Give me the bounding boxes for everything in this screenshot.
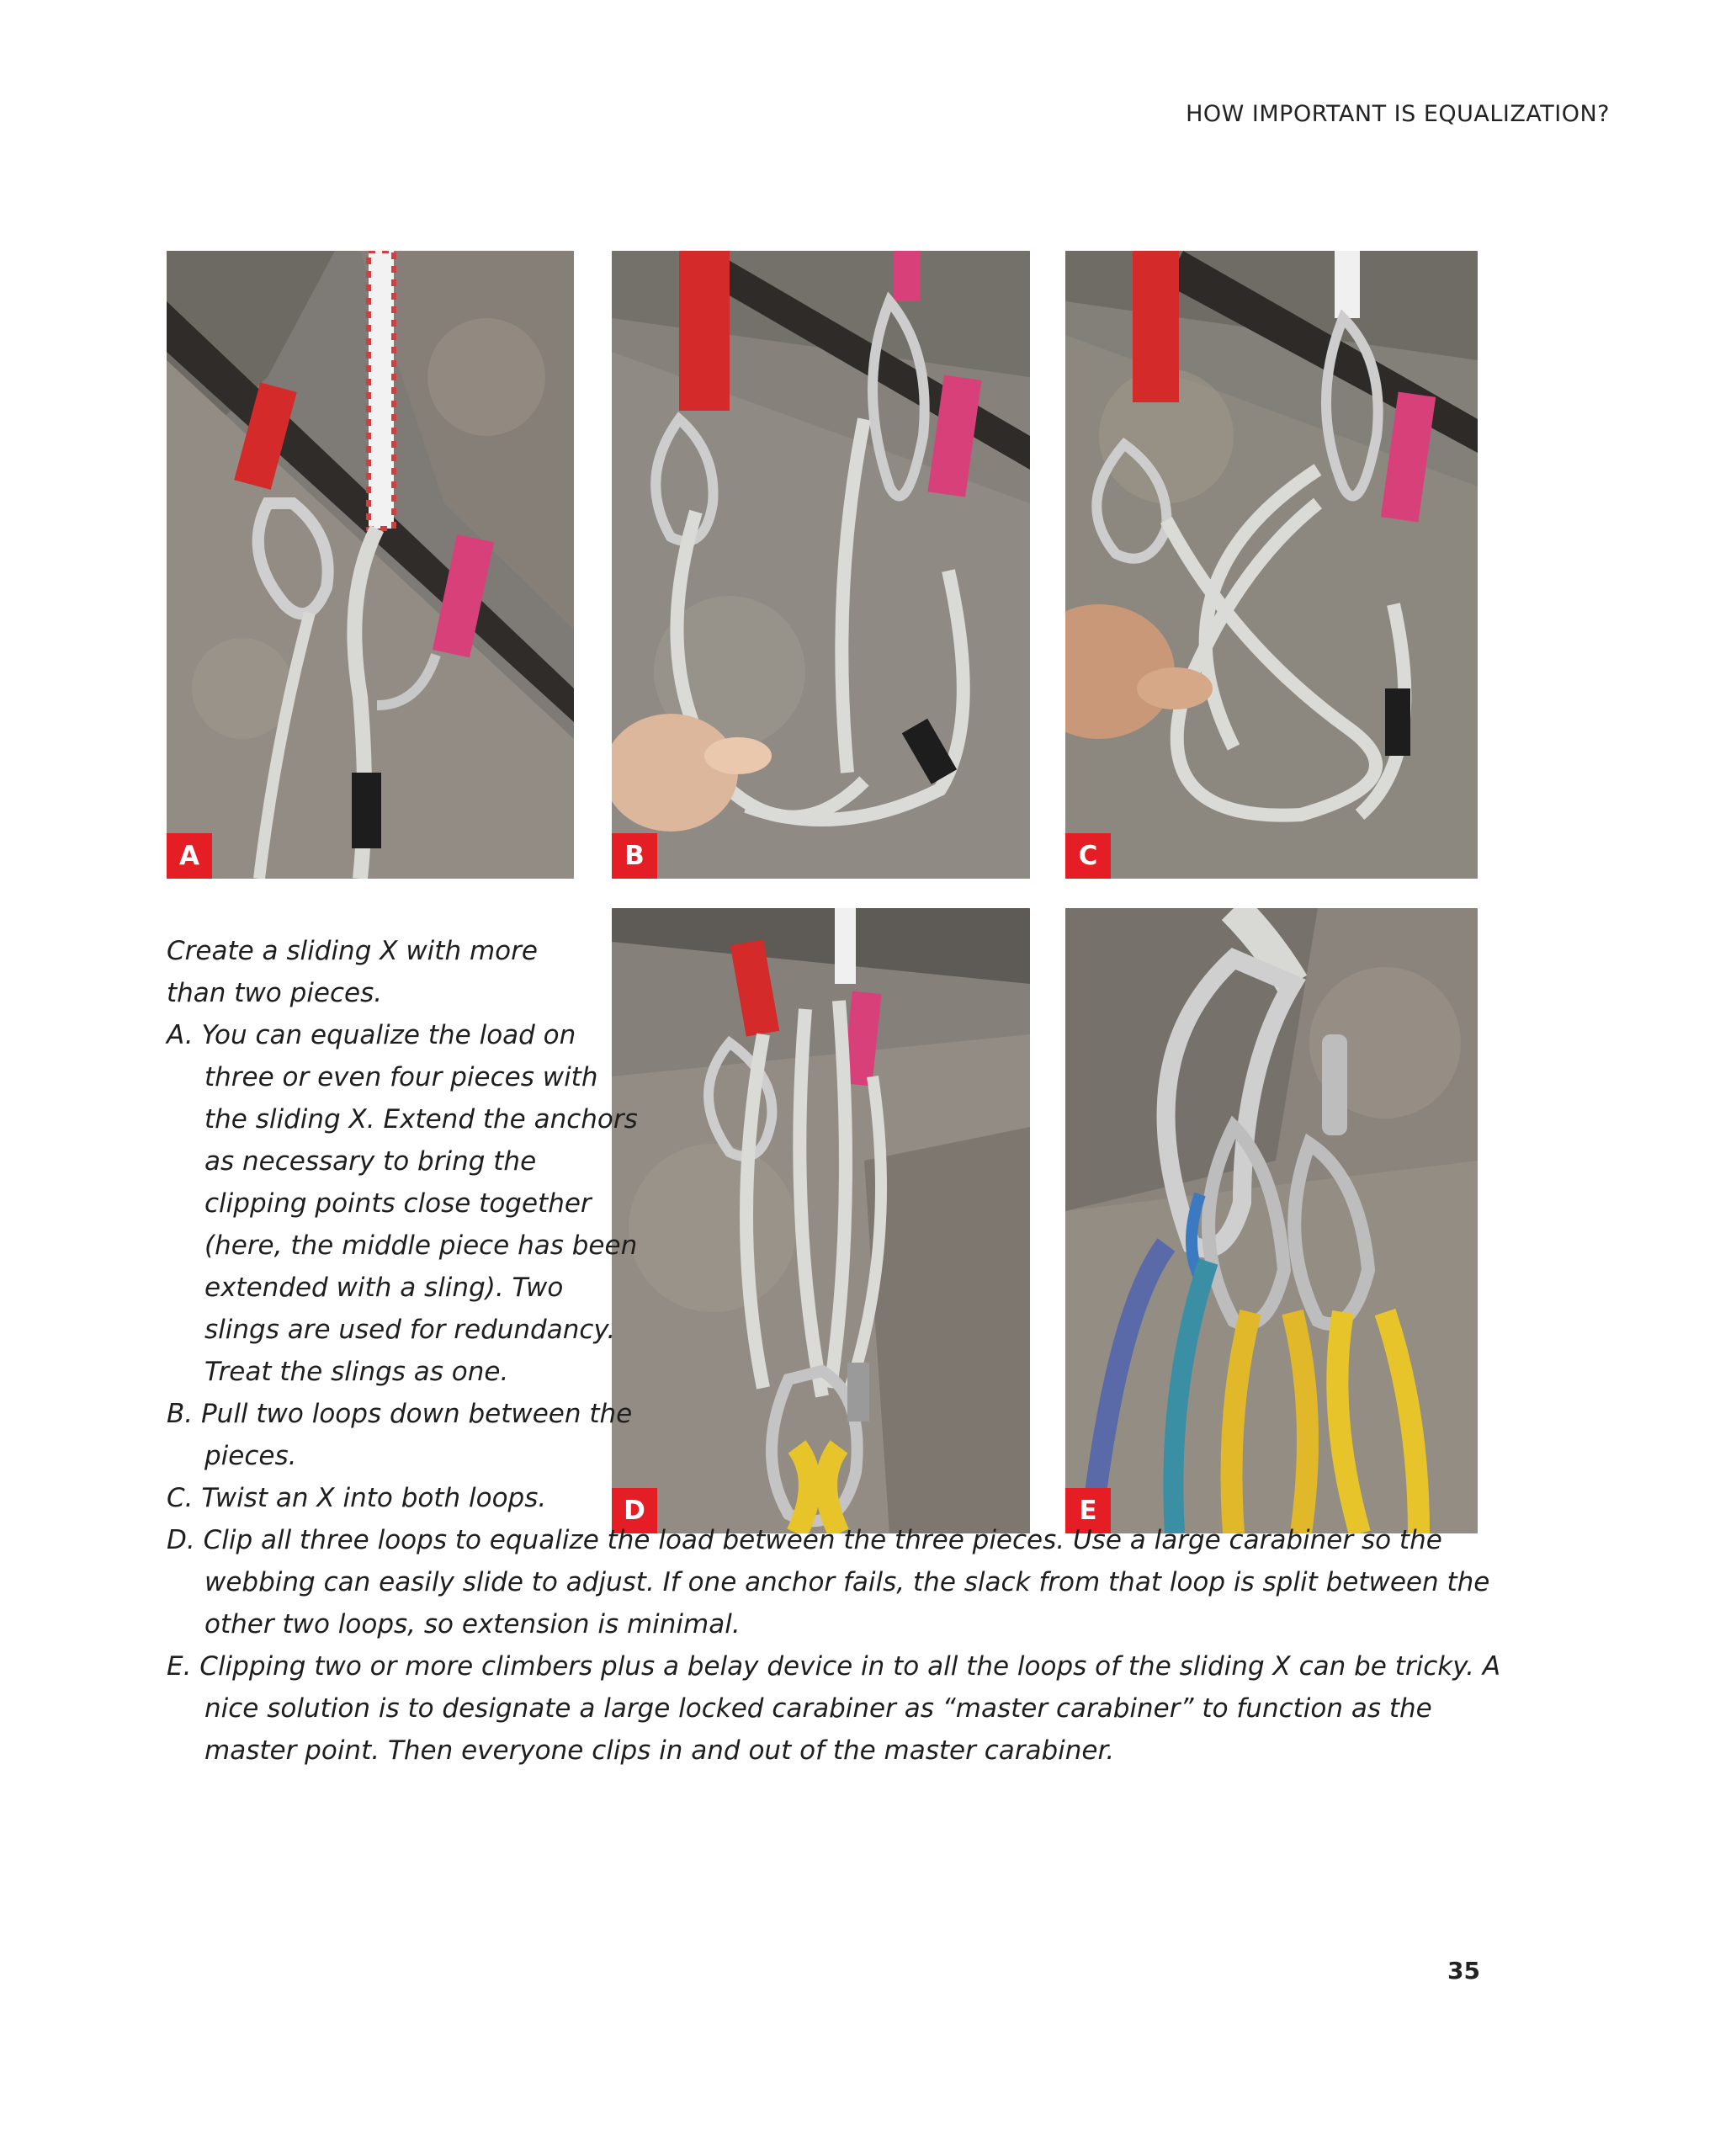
photo-label: C	[1065, 833, 1111, 879]
photo-a	[167, 251, 574, 879]
caption-item-e: E. Clipping two or more climbers plus a belay device in to all the loops of the sliding X can be tricky. A nice solution is to designate a large locked carabiner as “master carabiner” to function as the master point. Then everyone clips in and out of the master carabiner.	[167, 1651, 1501, 1766]
photo-c	[1065, 251, 1478, 879]
photo-c-image	[1065, 251, 1478, 879]
photo-b-image	[612, 251, 1030, 879]
photo-b	[612, 251, 1030, 879]
running-head: HOW IMPORTANT IS EQUALIZATION?	[1186, 101, 1610, 127]
page-number: 35	[1447, 1957, 1480, 1985]
photo-caption	[167, 930, 1530, 1772]
photo-label: E	[1065, 1488, 1111, 1533]
caption-item-c: C. Twist an X into both loops.	[167, 1483, 547, 1513]
caption-item-a: A. You can equalize the load on three or even four pieces with the sliding X. Extend the anchors as necessary to bring the clipping points close together (here, the middle piece has been extended with a sling). Two slings are used for redundancy. Treat the slings as one.	[167, 1020, 638, 1387]
caption-item-b: B. Pull two loops down between the pieces.	[167, 1399, 633, 1471]
photo-label: B	[612, 833, 657, 879]
caption-item-d: D. Clip all three loops to equalize the load between the three pieces. Use a large carabiner so the webbing can easily slide to adjust. If one anchor fails, the slack from that loop is split between the other two loops, so extension is minimal.	[167, 1525, 1490, 1639]
photo-label: D	[612, 1488, 657, 1533]
caption-intro: Create a sliding X with more than two pieces.	[167, 936, 538, 1008]
photo-label: A	[167, 833, 212, 879]
photo-a-image	[167, 251, 574, 879]
